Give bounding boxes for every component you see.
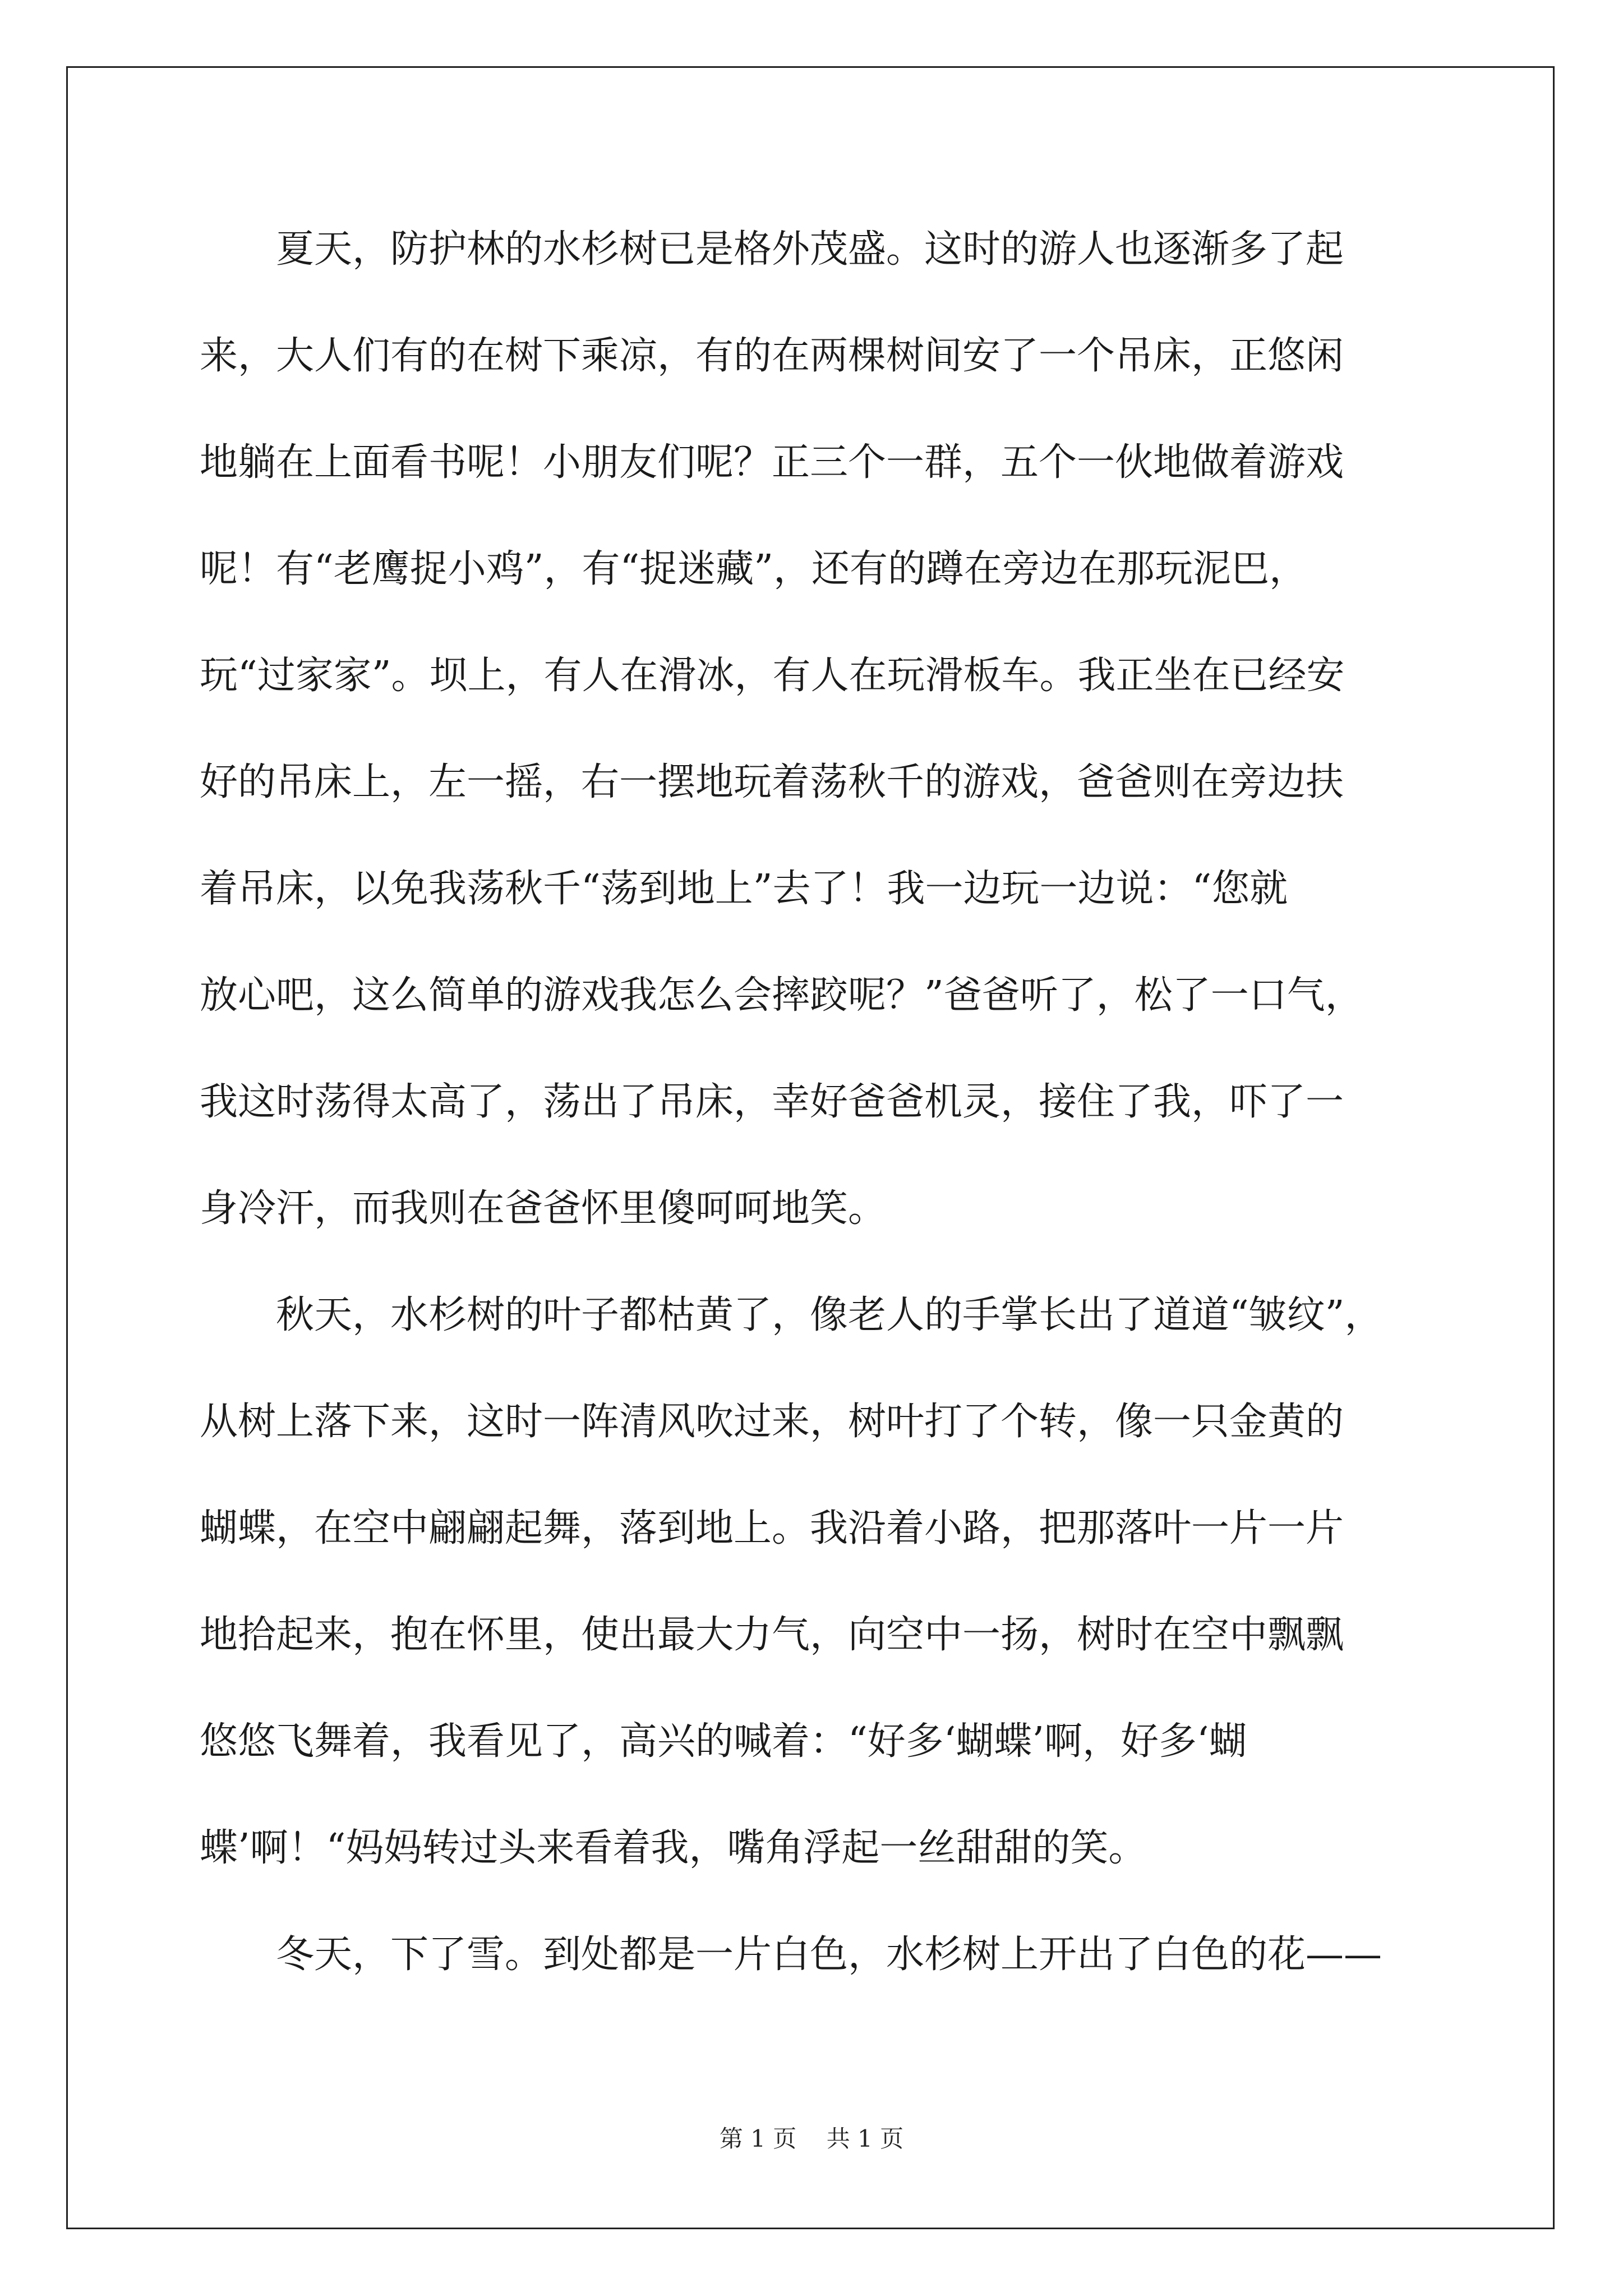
text-line: 放心吧，这么简单的游戏我怎么会摔跤呢？”爸爸听了，松了一口气， [200,973,1363,1018]
text-line: 蝶’啊！“妈妈转过头来看着我，嘴角浮起一丝甜甜的笑。 [200,1826,1147,1870]
text-line: 秋天，水杉树的叶子都枯黄了，像老人的手掌长出了道道“皱纹”， [276,1293,1383,1337]
text-line: 好的吊床上，左一摇，右一摆地玩着荡秋千的游戏，爸爸则在旁边扶 [200,760,1344,804]
text-line: 着吊床，以免我荡秋千“荡到地上”去了！我一边玩一边说：“您就 [200,867,1288,911]
paragraph-autumn [200,1279,1433,1918]
text-line: 从树上落下来，这时一阵清风吹过来，树叶打了个转，像一只金黄的 [200,1400,1344,1444]
document-body [200,213,1433,2025]
page-number-footer: 第 1 页 共 1 页 [719,2125,904,2152]
text-line: 蝴蝶，在空中翩翩起舞，落到地上。我沿着小路，把那落叶一片一片 [200,1506,1344,1550]
text-line: 冬天，下了雪。到处都是一片白色，水杉树上开出了白色的花—— [276,1932,1382,1977]
text-line: 玩“过家家”。坝上，有人在滑冰，有人在玩滑板车。我正坐在已经安 [200,654,1345,698]
paragraph-summer [200,213,1433,1279]
text-line: 呢！有“老鹰捉小鸡”，有“捉迷藏”，还有的蹲在旁边在那玩泥巴， [200,547,1308,591]
text-line: 我这时荡得太高了，荡出了吊床，幸好爸爸机灵，接住了我，吓了一 [200,1080,1344,1124]
text-line: 地躺在上面看书呢！小朋友们呢？正三个一群，五个一伙地做着游戏 [200,440,1344,485]
paragraph-winter [200,1918,1433,2025]
text-line: 地拾起来，抱在怀里，使出最大力气，向空中一扬，树时在空中飘飘 [200,1613,1344,1657]
text-line: 夏天，防护林的水杉树已是格外茂盛。这时的游人也逐渐多了起 [276,227,1344,272]
text-line: 来，大人们有的在树下乘凉，有的在两棵树间安了一个吊床，正悠闲 [200,334,1344,378]
text-line: 悠悠飞舞着，我看见了，高兴的喊着：“好多‘蝴蝶’啊，好多‘蝴 [200,1719,1247,1764]
text-line: 身冷汗，而我则在爸爸怀里傻呵呵地笑。 [200,1186,887,1231]
